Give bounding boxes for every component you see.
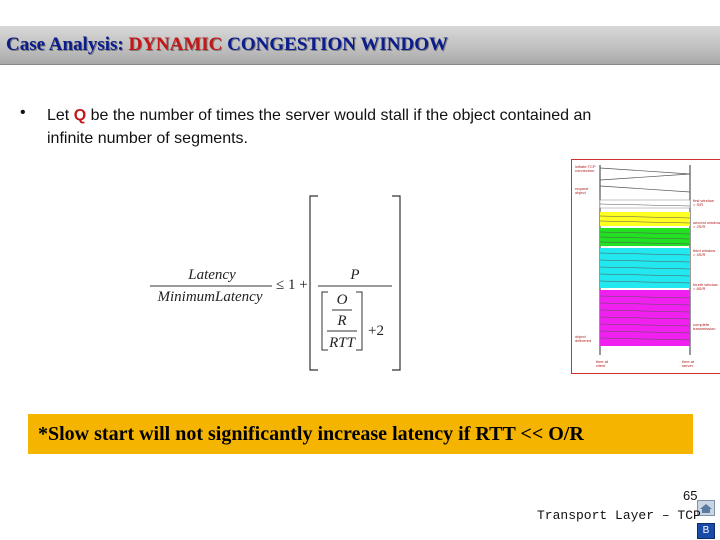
- svg-text:object: object: [575, 190, 586, 195]
- formula-denominator: MinimumLatency: [157, 289, 263, 305]
- title-suffix: CONGESTION WINDOW: [222, 34, 448, 55]
- slide-title: [6, 34, 448, 56]
- note-text: *Slow start will not significantly increase latency if RTT << O/R: [38, 423, 584, 445]
- bullet-text: [47, 104, 627, 150]
- svg-text:request: request: [575, 186, 589, 191]
- footer-text: Transport Layer – TCP: [537, 508, 701, 523]
- window-band-1: [600, 200, 690, 208]
- formula-leq: ≤ 1 +: [276, 277, 308, 293]
- svg-text:client: client: [596, 363, 606, 368]
- inner-left-bracket: [322, 292, 328, 350]
- title-prefix: Case Analysis:: [6, 34, 129, 55]
- bullet-suffix: be the number of times the server would stall if the object contained an infinite number of segments.: [47, 107, 592, 147]
- svg-text:= 8S/R: = 8S/R: [693, 286, 706, 291]
- window-band-3: [600, 228, 690, 246]
- formula-r: R: [337, 313, 347, 329]
- svg-text:complete: complete: [693, 322, 710, 327]
- window-timing-diagram: [571, 159, 720, 374]
- svg-text:time at: time at: [682, 359, 695, 364]
- nav-back-button[interactable]: B: [697, 523, 715, 539]
- outer-left-bracket: [310, 196, 318, 370]
- page-number: 65: [683, 488, 698, 503]
- formula-numerator: Latency: [188, 267, 236, 283]
- svg-text:time at: time at: [596, 359, 609, 364]
- window-band-2: [600, 212, 690, 226]
- svg-text:object: object: [575, 334, 586, 339]
- formula-p: P: [350, 267, 360, 283]
- svg-text:connection: connection: [575, 168, 595, 173]
- title-highlight: DYNAMIC: [128, 34, 223, 55]
- svg-text:delivered: delivered: [575, 338, 592, 343]
- inner-right-bracket: [356, 292, 362, 350]
- svg-text:second window: second window: [693, 220, 720, 225]
- bullet-q-variable: Q: [73, 107, 87, 124]
- note-banner: [28, 414, 693, 454]
- latency-formula: [140, 190, 410, 375]
- svg-text:transmission: transmission: [693, 326, 716, 331]
- svg-text:= 2S/R: = 2S/R: [693, 224, 706, 229]
- formula-rtt: RTT: [329, 335, 355, 351]
- svg-text:third window: third window: [693, 248, 716, 253]
- svg-text:initiate TCP: initiate TCP: [575, 164, 596, 169]
- formula-o: O: [336, 292, 348, 308]
- svg-text:= S/R: = S/R: [693, 202, 704, 207]
- svg-text:fourth window: fourth window: [693, 282, 718, 287]
- bullet-prefix: Let: [47, 107, 74, 124]
- bullet-marker: •: [20, 104, 26, 121]
- svg-text:server: server: [682, 363, 694, 368]
- outer-right-bracket: [392, 196, 400, 370]
- formula-plus2: +2: [368, 323, 384, 339]
- svg-text:= 4S/R: = 4S/R: [693, 252, 706, 257]
- title-bar: [0, 26, 720, 65]
- svg-text:first window: first window: [693, 198, 714, 203]
- handshake-lines: [600, 168, 690, 192]
